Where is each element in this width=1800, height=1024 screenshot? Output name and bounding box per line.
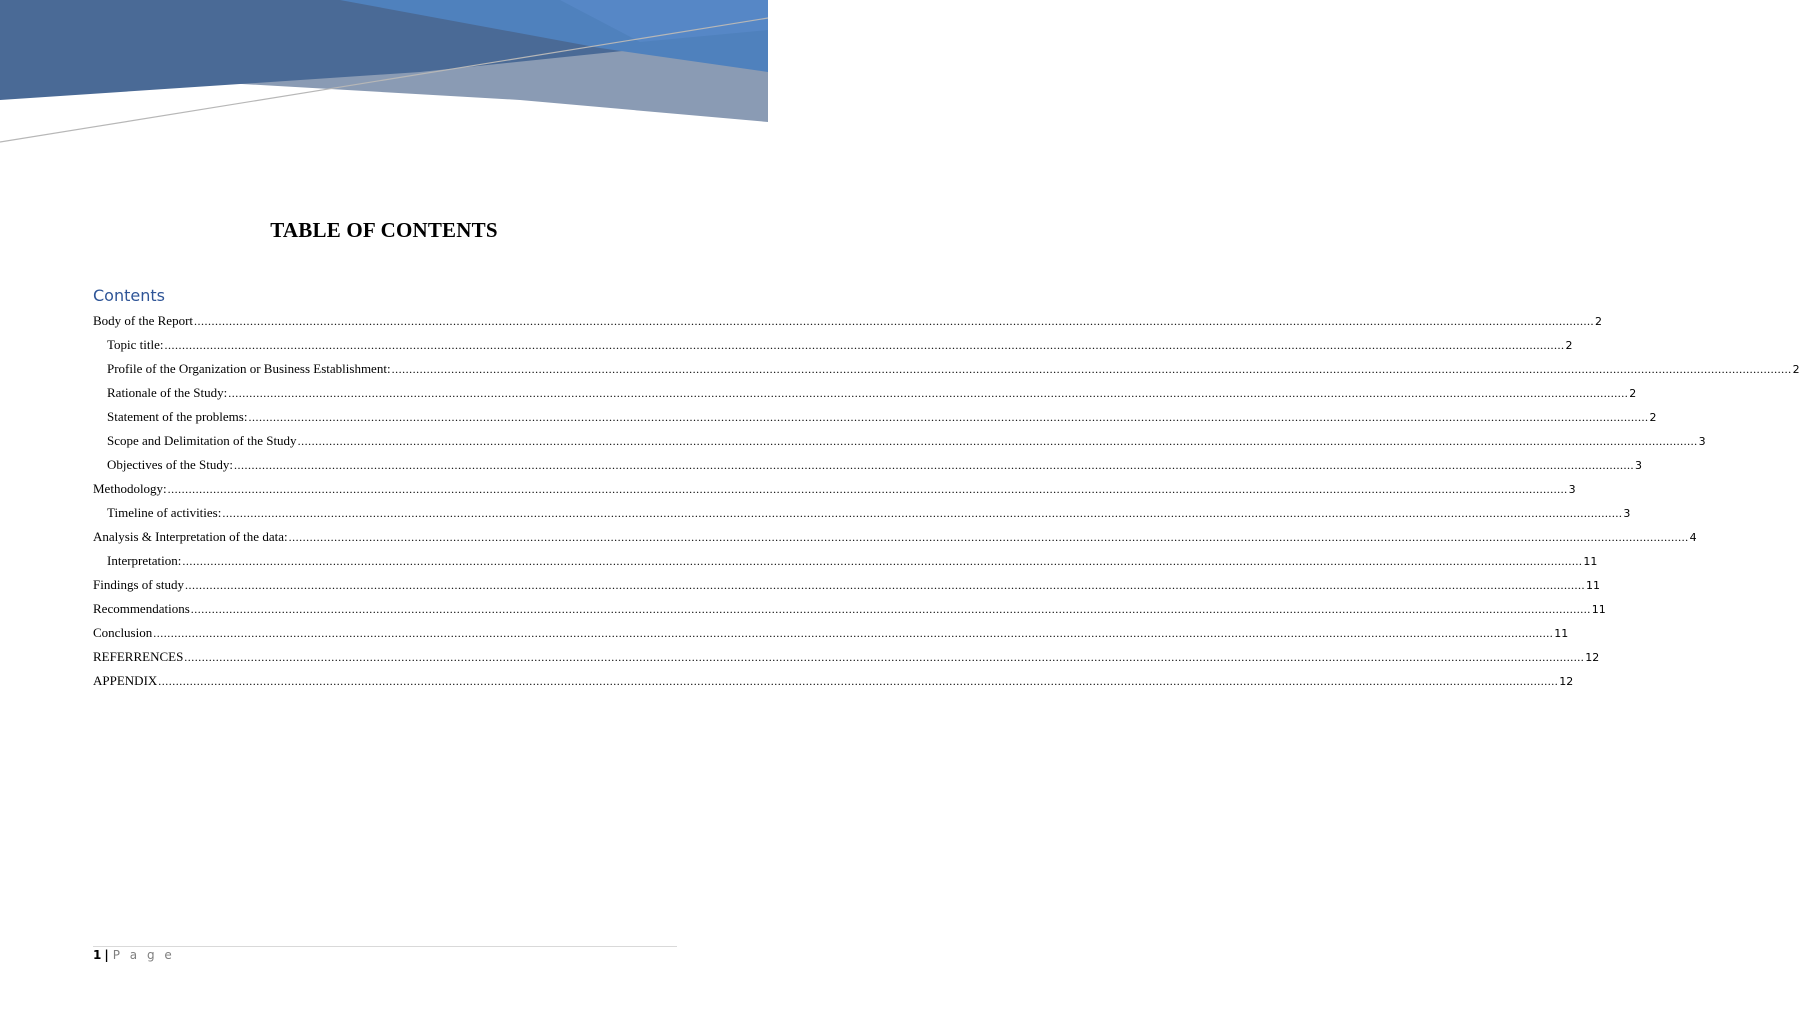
toc-entry-page: 4 xyxy=(1689,531,1697,544)
toc-entry-label: Analysis & Interpretation of the data: xyxy=(93,529,288,544)
toc-entry-label: Recommendations xyxy=(93,601,190,616)
page-number: 1 xyxy=(93,948,102,962)
toc-dot-leader: ................................................................................................................................................................................................................................................................................................................................................................................................................ xyxy=(248,410,1649,424)
toc-entry-page: 2 xyxy=(1792,363,1800,376)
toc-entry-label: Timeline of activities: xyxy=(107,505,222,520)
toc-entry[interactable] xyxy=(93,645,1600,669)
toc-entry[interactable] xyxy=(93,501,1631,525)
toc-dot-leader: ................................................................................................................................................................................................................................................................................................................................................................................................................ xyxy=(182,554,1583,568)
toc-entry-page: 12 xyxy=(1559,675,1574,688)
toc-dot-leader: ................................................................................................................................................................................................................................................................................................................................................................................................................ xyxy=(297,434,1698,448)
toc-dot-leader: ................................................................................................................................................................................................................................................................................................................................................................................................................ xyxy=(164,338,1565,352)
toc-dot-leader: ................................................................................................................................................................................................................................................................................................................................................................................................................ xyxy=(167,482,1568,496)
toc-dot-leader: ................................................................................................................................................................................................................................................................................................................................................................................................................ xyxy=(228,386,1629,400)
toc-heading: Contents xyxy=(93,286,165,305)
toc-dot-leader: ................................................................................................................................................................................................................................................................................................................................................................................................................ xyxy=(190,602,1591,616)
toc-dot-leader: ................................................................................................................................................................................................................................................................................................................................................................................................................ xyxy=(391,362,1792,376)
toc-entry-label: Topic title: xyxy=(107,337,164,352)
toc-entry-label: Objectives of the Study: xyxy=(107,457,234,472)
toc-entry[interactable] xyxy=(93,525,1697,549)
toc-entry-label: Profile of the Organization or Business Establishment: xyxy=(107,361,391,376)
toc-entry[interactable] xyxy=(93,597,1606,621)
toc-entry[interactable] xyxy=(93,309,1603,333)
toc-entry[interactable] xyxy=(93,453,1643,477)
toc-entry[interactable] xyxy=(93,669,1574,693)
page-footer xyxy=(93,948,175,962)
toc-dot-leader: ................................................................................................................................................................................................................................................................................................................................................................................................................ xyxy=(288,530,1689,544)
toc-entry-label: Scope and Delimitation of the Study xyxy=(107,433,297,448)
toc-entry[interactable] xyxy=(93,381,1637,405)
toc-entry-label: Interpretation: xyxy=(107,553,182,568)
toc-entry-label: Methodology: xyxy=(93,481,167,496)
toc-entry-page: 11 xyxy=(1586,579,1601,592)
toc-entry[interactable] xyxy=(93,549,1598,573)
toc-entry-label: APPENDIX xyxy=(93,673,158,688)
toc-list xyxy=(93,309,1800,693)
toc-dot-leader: ................................................................................................................................................................................................................................................................................................................................................................................................................ xyxy=(194,314,1595,328)
toc-entry-page: 3 xyxy=(1635,459,1643,472)
toc-entry-label: Conclusion xyxy=(93,625,153,640)
toc-entry-page: 2 xyxy=(1649,411,1657,424)
toc-entry[interactable] xyxy=(93,357,1800,381)
page-word: P a g e xyxy=(112,948,175,962)
footer-separator: | xyxy=(104,948,109,962)
toc-entry-page: 11 xyxy=(1583,555,1598,568)
toc-entry[interactable] xyxy=(93,333,1573,357)
toc-entry-label: Rationale of the Study: xyxy=(107,385,228,400)
toc-entry[interactable] xyxy=(93,573,1601,597)
toc-entry-page: 12 xyxy=(1585,651,1600,664)
toc-entry-label: Findings of study xyxy=(93,577,185,592)
toc-entry-page: 2 xyxy=(1629,387,1637,400)
toc-dot-leader: ................................................................................................................................................................................................................................................................................................................................................................................................................ xyxy=(234,458,1635,472)
toc-dot-leader: ................................................................................................................................................................................................................................................................................................................................................................................................................ xyxy=(185,578,1586,592)
footer-divider xyxy=(93,946,677,947)
toc-dot-leader: ................................................................................................................................................................................................................................................................................................................................................................................................................ xyxy=(184,650,1585,664)
toc-entry[interactable] xyxy=(93,429,1706,453)
toc-entry-page: 3 xyxy=(1568,483,1576,496)
toc-entry-page: 3 xyxy=(1623,507,1631,520)
header-banner-graphic xyxy=(0,0,768,160)
toc-entry-page: 11 xyxy=(1554,627,1569,640)
toc-entry-label: REFERRENCES xyxy=(93,649,184,664)
document-title: TABLE OF CONTENTS xyxy=(270,218,498,242)
toc-entry-page: 11 xyxy=(1591,603,1606,616)
toc-dot-leader: ................................................................................................................................................................................................................................................................................................................................................................................................................ xyxy=(153,626,1554,640)
toc-entry-page: 2 xyxy=(1595,315,1603,328)
toc-entry[interactable] xyxy=(93,621,1569,645)
toc-entry[interactable] xyxy=(93,405,1657,429)
toc-entry-page: 3 xyxy=(1698,435,1706,448)
toc-entry-label: Statement of the problems: xyxy=(107,409,248,424)
toc-entry-label: Body of the Report xyxy=(93,313,194,328)
toc-dot-leader: ................................................................................................................................................................................................................................................................................................................................................................................................................ xyxy=(158,674,1559,688)
toc-dot-leader: ................................................................................................................................................................................................................................................................................................................................................................................................................ xyxy=(222,506,1623,520)
toc-entry-page: 2 xyxy=(1565,339,1573,352)
toc-entry[interactable] xyxy=(93,477,1576,501)
